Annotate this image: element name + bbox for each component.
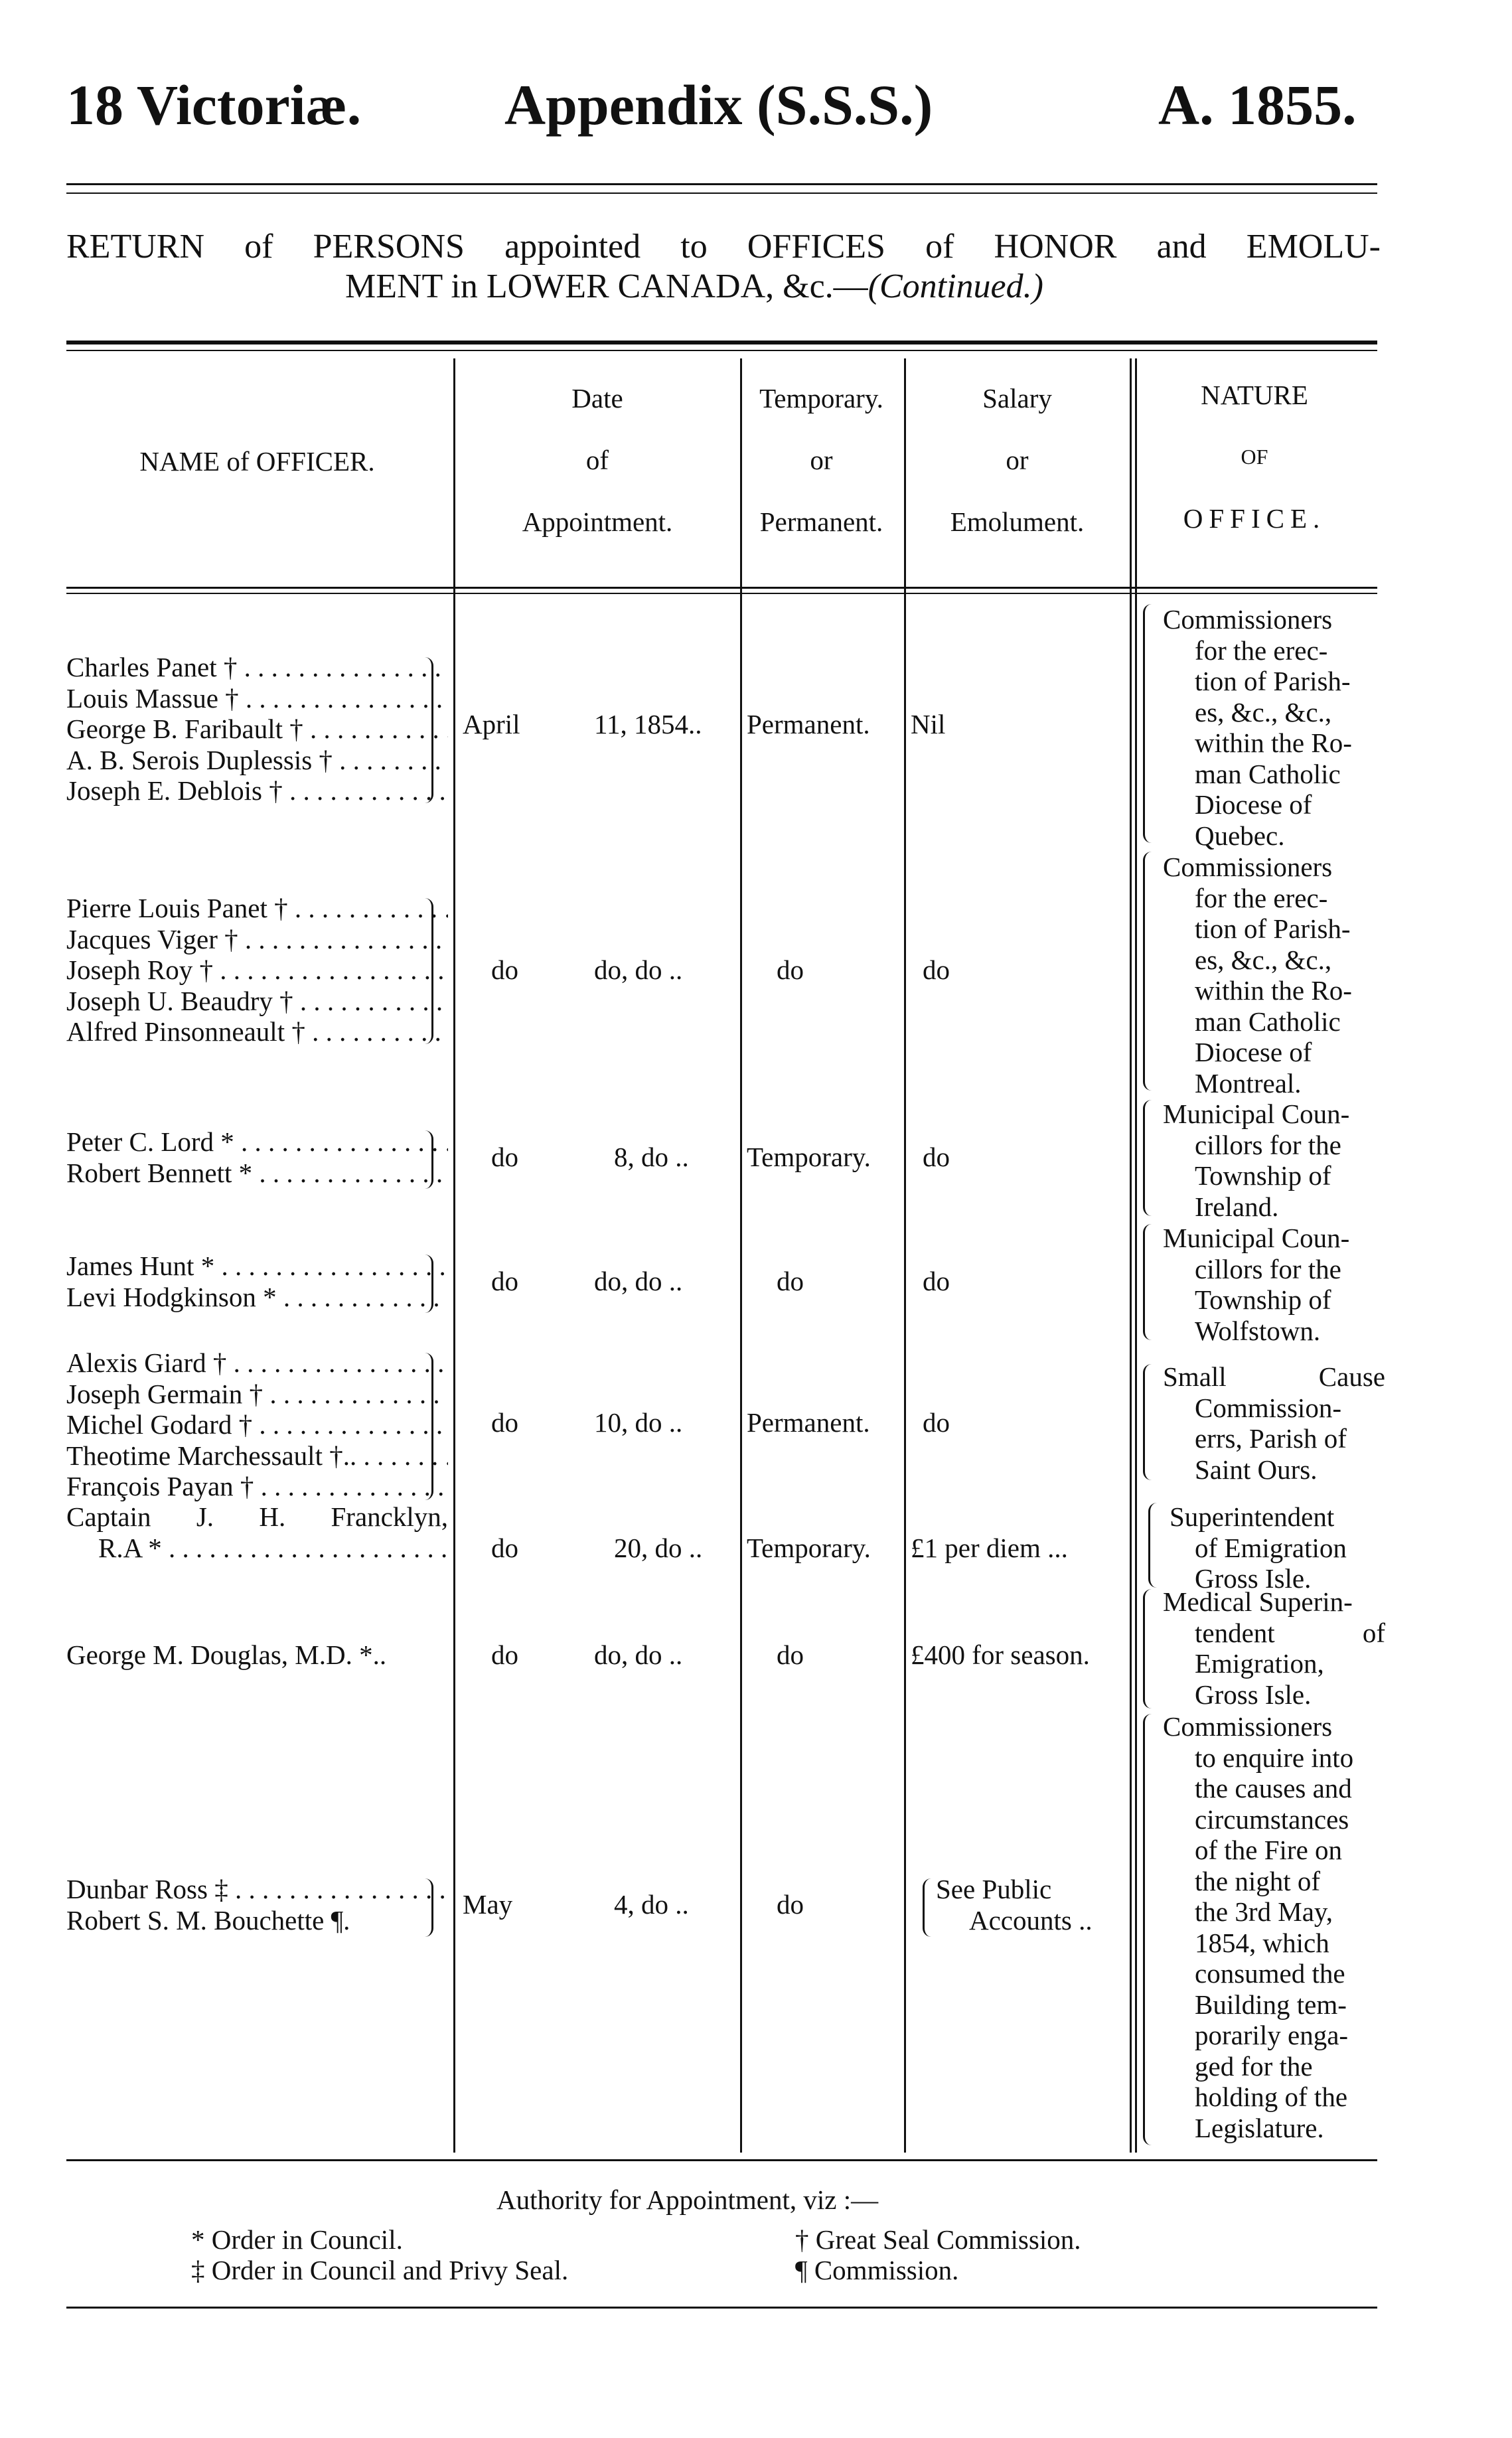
col-divider-1 — [453, 358, 455, 2153]
nature-line: Small Cause — [1163, 1361, 1385, 1392]
nature-line: Ireland. — [1195, 1191, 1279, 1222]
col-nature-h2: OF — [1241, 445, 1268, 469]
officer-name: François Payan † . . . — [66, 1471, 448, 1502]
nature-line: the 3rd May, — [1195, 1896, 1333, 1927]
nature-line: Township of — [1195, 1160, 1331, 1191]
appointment-day: 10, do .. — [594, 1407, 683, 1438]
appointment-month: April — [463, 709, 520, 739]
tenure: Temporary. — [747, 1533, 871, 1563]
salary-line: See Public — [936, 1874, 1052, 1904]
officer-names — [66, 652, 448, 806]
officer-names — [66, 1501, 448, 1563]
appointment-day: do, do .. — [594, 1266, 683, 1296]
names-brace — [425, 1353, 433, 1500]
names-brace — [425, 898, 433, 1044]
nature-brace — [1143, 1100, 1152, 1216]
office-nature — [1163, 1586, 1385, 1710]
header-rule-bottom — [66, 192, 1377, 194]
names-brace — [425, 1878, 433, 1937]
salary-brace — [923, 1878, 931, 1937]
appointment-month: May — [463, 1889, 513, 1920]
tenure: do — [777, 1889, 804, 1920]
nature-brace — [1143, 1589, 1152, 1709]
table-rule-top-thick — [66, 341, 1377, 344]
salary-line: Accounts .. — [969, 1904, 1093, 1936]
office-nature — [1163, 604, 1385, 851]
nature-line: Quebec. — [1195, 820, 1285, 851]
nature-brace — [1143, 1224, 1152, 1340]
nature-line: Township of — [1195, 1284, 1331, 1315]
officer-names — [66, 893, 448, 1047]
nature-line: tendent of — [1195, 1617, 1385, 1648]
nature-line: Gross Isle. — [1195, 1679, 1312, 1710]
col-tenure-h3: Permanent. — [759, 506, 883, 537]
nature-line: Building tem- — [1195, 1989, 1347, 2020]
col-salary-h1: Salary — [982, 383, 1052, 414]
officer-names — [66, 1874, 448, 1936]
officer-name: A. B. Serois Duplessis † . . . — [66, 745, 448, 776]
col-name-header: NAME of OFFICER. — [139, 446, 375, 477]
nature-line: holding of the — [1195, 2082, 1348, 2112]
authority-privy-seal: ‡ Order in Council and Privy Seal. — [191, 2255, 569, 2285]
nature-line: es, &c., &c., — [1195, 696, 1332, 727]
nature-line: Commission- — [1195, 1392, 1341, 1423]
appointment-month: do — [491, 1407, 518, 1438]
nature-line: Saint Ours. — [1195, 1454, 1318, 1485]
return-title — [66, 227, 1381, 307]
nature-line: for the erec- — [1195, 635, 1328, 666]
officer-name: Charles Panet † . . . — [66, 652, 448, 683]
nature-line: Montreal. — [1195, 1067, 1302, 1099]
nature-line: 1854, which — [1195, 1927, 1329, 1958]
appointment-month: do — [491, 1142, 518, 1172]
officer-names — [66, 1639, 448, 1671]
salary: do — [923, 1142, 950, 1172]
names-brace — [425, 657, 433, 803]
nature-brace — [1143, 1714, 1152, 2145]
officer-name: Joseph U. Beaudry † . . . — [66, 986, 448, 1017]
col-divider-3 — [904, 358, 906, 2153]
office-nature — [1163, 852, 1385, 1099]
header-rule-2 — [66, 593, 1377, 594]
nature-line: tion of Parish- — [1195, 666, 1351, 696]
officer-name: George M. Douglas, M.D. *.. — [66, 1639, 387, 1670]
nature-line: the causes and — [1195, 1773, 1352, 1803]
nature-line: tion of Parish- — [1195, 913, 1351, 944]
nature-line: Municipal Coun- — [1163, 1099, 1350, 1129]
title-line-2-main: MENT in LOWER CANADA, &c.— — [345, 267, 868, 305]
col-date-h3: Appointment. — [522, 506, 673, 537]
nature-line: errs, Parish of — [1195, 1423, 1347, 1454]
officer-name: Joseph Roy † . . . — [66, 954, 448, 986]
tenure: do — [777, 1639, 804, 1670]
officer-name: James Hunt * . . . — [66, 1251, 448, 1282]
nature-line: Emigration, — [1195, 1648, 1324, 1679]
appointment-day: do, do .. — [594, 1639, 683, 1670]
nature-brace — [1148, 1503, 1157, 1588]
appointment-day: do, do .. — [594, 954, 683, 985]
names-brace — [425, 1255, 433, 1313]
header-rule-top — [66, 183, 1377, 185]
col-divider-4 — [1130, 358, 1132, 2153]
office-nature — [1163, 1361, 1385, 1485]
nature-line: within the Ro- — [1195, 975, 1352, 1006]
nature-line: Diocese of — [1195, 789, 1312, 820]
officer-name: Alexis Giard † . . . — [66, 1347, 448, 1379]
officer-names — [66, 1126, 448, 1188]
nature-brace — [1143, 852, 1152, 1091]
nature-line: Municipal Coun- — [1163, 1223, 1350, 1253]
nature-line: man Catholic — [1195, 1006, 1341, 1037]
appointment-day: 11, 1854.. — [594, 709, 702, 739]
col-date-header — [458, 385, 737, 535]
nature-line: the night of — [1195, 1865, 1321, 1896]
col-date-h1: Date — [571, 383, 623, 414]
officer-names — [66, 1347, 448, 1502]
nature-line: within the Ro- — [1195, 727, 1352, 758]
nature-line: porarily enga- — [1195, 2020, 1349, 2050]
nature-line: to enquire into — [1195, 1742, 1354, 1773]
salary: do — [923, 954, 950, 985]
nature-line: cillors for the — [1195, 1253, 1341, 1284]
col-nature-h1: NATURE — [1201, 380, 1308, 410]
col-salary-h2: or — [1006, 445, 1029, 475]
nature-line: Diocese of — [1195, 1037, 1312, 1067]
officer-name: Pierre Louis Panet † . . . — [66, 893, 448, 924]
title-continued: (Continued.) — [868, 267, 1043, 305]
officer-name: R.A * . . . — [66, 1533, 448, 1564]
appointment-day: 4, do .. — [614, 1889, 689, 1920]
col-date-h2: of — [585, 445, 609, 475]
nature-brace — [1143, 604, 1152, 843]
appointment-month: do — [491, 1533, 518, 1563]
salary: do — [923, 1266, 950, 1296]
authority-heading: Authority for Appointment, viz :— — [496, 2184, 879, 2215]
office-nature — [1163, 1711, 1385, 2143]
nature-line: of Emigration — [1195, 1532, 1347, 1563]
authority-commission: ¶ Commission. — [795, 2255, 959, 2285]
officer-name: Michel Godard † . . . — [66, 1409, 448, 1440]
nature-line: Wolfstown. — [1195, 1315, 1321, 1346]
officer-name: Dunbar Ross ‡ . . . — [66, 1874, 448, 1905]
tenure: Permanent. — [747, 1407, 870, 1438]
nature-line: man Catholic — [1195, 758, 1341, 789]
appointment-month: do — [491, 954, 518, 985]
footer-rule — [66, 2307, 1377, 2309]
col-tenure-h2: or — [810, 445, 833, 475]
col-nature-h3: OFFICE. — [1183, 503, 1326, 534]
office-nature — [1163, 1099, 1385, 1222]
col-nature-header — [1138, 382, 1371, 532]
table-rule-bottom — [66, 2159, 1377, 2161]
officer-name: Joseph Germain † . . . — [66, 1379, 448, 1410]
nature-line: cillors for the — [1195, 1129, 1341, 1160]
salary: Nil — [911, 709, 946, 739]
title-line-2 — [66, 267, 1381, 307]
officer-name: Robert Bennett * . . . — [66, 1158, 448, 1189]
tenure: do — [777, 954, 804, 985]
nature-line: Legislature. — [1195, 2112, 1324, 2143]
header-appendix: Appendix (S.S.S.) — [504, 73, 933, 137]
title-line-1: RETURN of PERSONS appointed to OFFICES of HONOR and EMOLU- — [66, 228, 1381, 266]
nature-line: Superintendent — [1170, 1501, 1335, 1532]
authority-order-in-council: * Order in Council. — [191, 2224, 403, 2255]
appointment-day: 8, do .. — [614, 1142, 689, 1172]
appointment-day: 20, do .. — [614, 1533, 703, 1563]
col-divider-5 — [1135, 358, 1137, 2153]
tenure: do — [777, 1266, 804, 1296]
col-salary-h3: Emolument. — [950, 506, 1085, 537]
salary — [936, 1874, 1093, 1936]
nature-line: Medical Superin- — [1163, 1586, 1353, 1617]
header-year: A. 1855. — [1158, 73, 1357, 137]
officer-name: Robert S. M. Bouchette ¶. — [66, 1904, 350, 1936]
office-nature — [1163, 1223, 1385, 1346]
officer-name: George B. Faribault † . . . — [66, 714, 448, 745]
names-brace — [425, 1130, 433, 1189]
officer-name: Jacques Viger † . . . — [66, 924, 448, 955]
appointment-month: do — [491, 1266, 518, 1296]
salary: do — [923, 1407, 950, 1438]
officer-name: Levi Hodgkinson * . . . — [66, 1282, 448, 1313]
officer-name: Joseph E. Deblois † . . . — [66, 775, 448, 806]
header-rule-1 — [66, 587, 1377, 589]
col-tenure-h1: Temporary. — [759, 383, 883, 414]
nature-line: Commissioners — [1163, 604, 1333, 635]
office-nature — [1170, 1501, 1392, 1594]
col-divider-2 — [740, 358, 742, 2153]
officer-name: Captain J. H. Francklyn, — [66, 1501, 448, 1532]
col-tenure-header — [743, 385, 899, 535]
header-volume: 18 Victoriæ. — [66, 73, 362, 137]
nature-line: of the Fire on — [1195, 1835, 1343, 1865]
authority-great-seal: † Great Seal Commission. — [795, 2224, 1081, 2255]
nature-line: Gross Isle. — [1195, 1563, 1312, 1594]
appointment-month: do — [491, 1639, 518, 1670]
nature-line: es, &c., &c., — [1195, 944, 1332, 975]
tenure: Permanent. — [747, 709, 870, 739]
officer-name: Louis Massue † . . . — [66, 683, 448, 714]
nature-brace — [1143, 1364, 1152, 1480]
col-salary-header — [906, 385, 1128, 535]
nature-line: for the erec- — [1195, 882, 1328, 913]
nature-line: Commissioners — [1163, 1711, 1333, 1742]
nature-line: ged for the — [1195, 2050, 1313, 2082]
salary: £400 for season. — [911, 1639, 1090, 1670]
nature-line: consumed the — [1195, 1958, 1345, 1989]
nature-line: circumstances — [1195, 1803, 1349, 1835]
tenure: Temporary. — [747, 1142, 871, 1172]
table-rule-top-thin — [66, 350, 1377, 351]
nature-line: Commissioners — [1163, 852, 1333, 882]
officer-name: Theotime Marchessault †.. . . . — [66, 1440, 448, 1472]
officer-name: Peter C. Lord * . . . — [66, 1126, 448, 1158]
salary: £1 per diem ... — [911, 1533, 1068, 1563]
officer-names — [66, 1251, 448, 1312]
officer-name: Alfred Pinsonneault † . . . — [66, 1016, 448, 1047]
